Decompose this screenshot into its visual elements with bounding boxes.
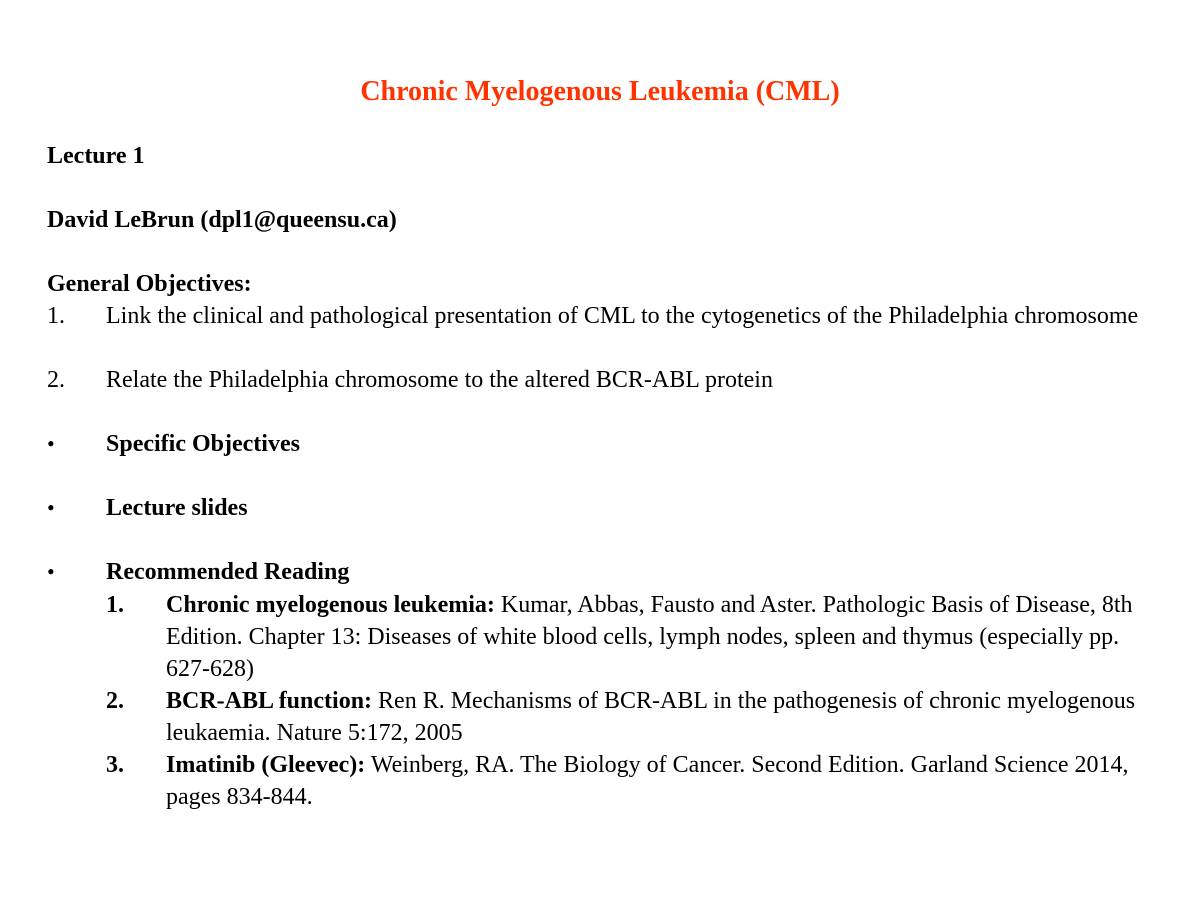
reading-text — [166, 749, 1141, 813]
reading-number: 3. — [106, 752, 124, 778]
reading-citation: Ren R. Mechanisms of BCR-ABL in the pathogenesis of chronic myelogenous leukaemia. Nature 5:172, 2005 — [166, 688, 1136, 746]
bullet-symbol: • — [47, 431, 55, 456]
reading-number: 2. — [106, 688, 124, 714]
objective-text: Link the clinical and pathological presentation of CML to the cytogenetics of the Philadelphia chromosome — [106, 303, 1139, 329]
reading-text — [166, 589, 1141, 685]
reading-label: Imatinib (Gleevec): — [166, 752, 366, 778]
slide-title: Chronic Myelogenous Leukemia (CML) — [360, 76, 840, 107]
lecture-label: Lecture 1 — [47, 143, 145, 169]
bullet-symbol: • — [47, 495, 55, 520]
author-line: David LeBrun (dpl1@queensu.ca) — [47, 207, 397, 233]
bullet-label: Lecture slides — [106, 495, 248, 521]
general-objectives-heading: General Objectives: — [47, 271, 252, 297]
reading-text — [166, 685, 1141, 749]
bullet-label: Recommended Reading — [106, 559, 350, 585]
objective-text: Relate the Philadelphia chromosome to the altered BCR-ABL protein — [106, 367, 773, 393]
objective-number: 1. — [47, 303, 65, 329]
bullet-label: Specific Objectives — [106, 431, 300, 457]
reading-citation: Weinberg, RA. The Biology of Cancer. Second Edition. Garland Science 2014, pages 834-844. — [166, 752, 1129, 810]
reading-citation: Kumar, Abbas, Fausto and Aster. Pathologic Basis of Disease, 8th Edition. Chapter 13: Diseases of white blood cells, lymph nodes, spleen and thymus (especially pp. 627-628) — [166, 592, 1133, 682]
objective-number: 2. — [47, 367, 65, 393]
reading-label: Chronic myelogenous leukemia: — [166, 592, 495, 618]
bullet-symbol: • — [47, 559, 55, 584]
reading-label: BCR-ABL function: — [166, 688, 373, 714]
reading-number: 1. — [106, 592, 124, 618]
